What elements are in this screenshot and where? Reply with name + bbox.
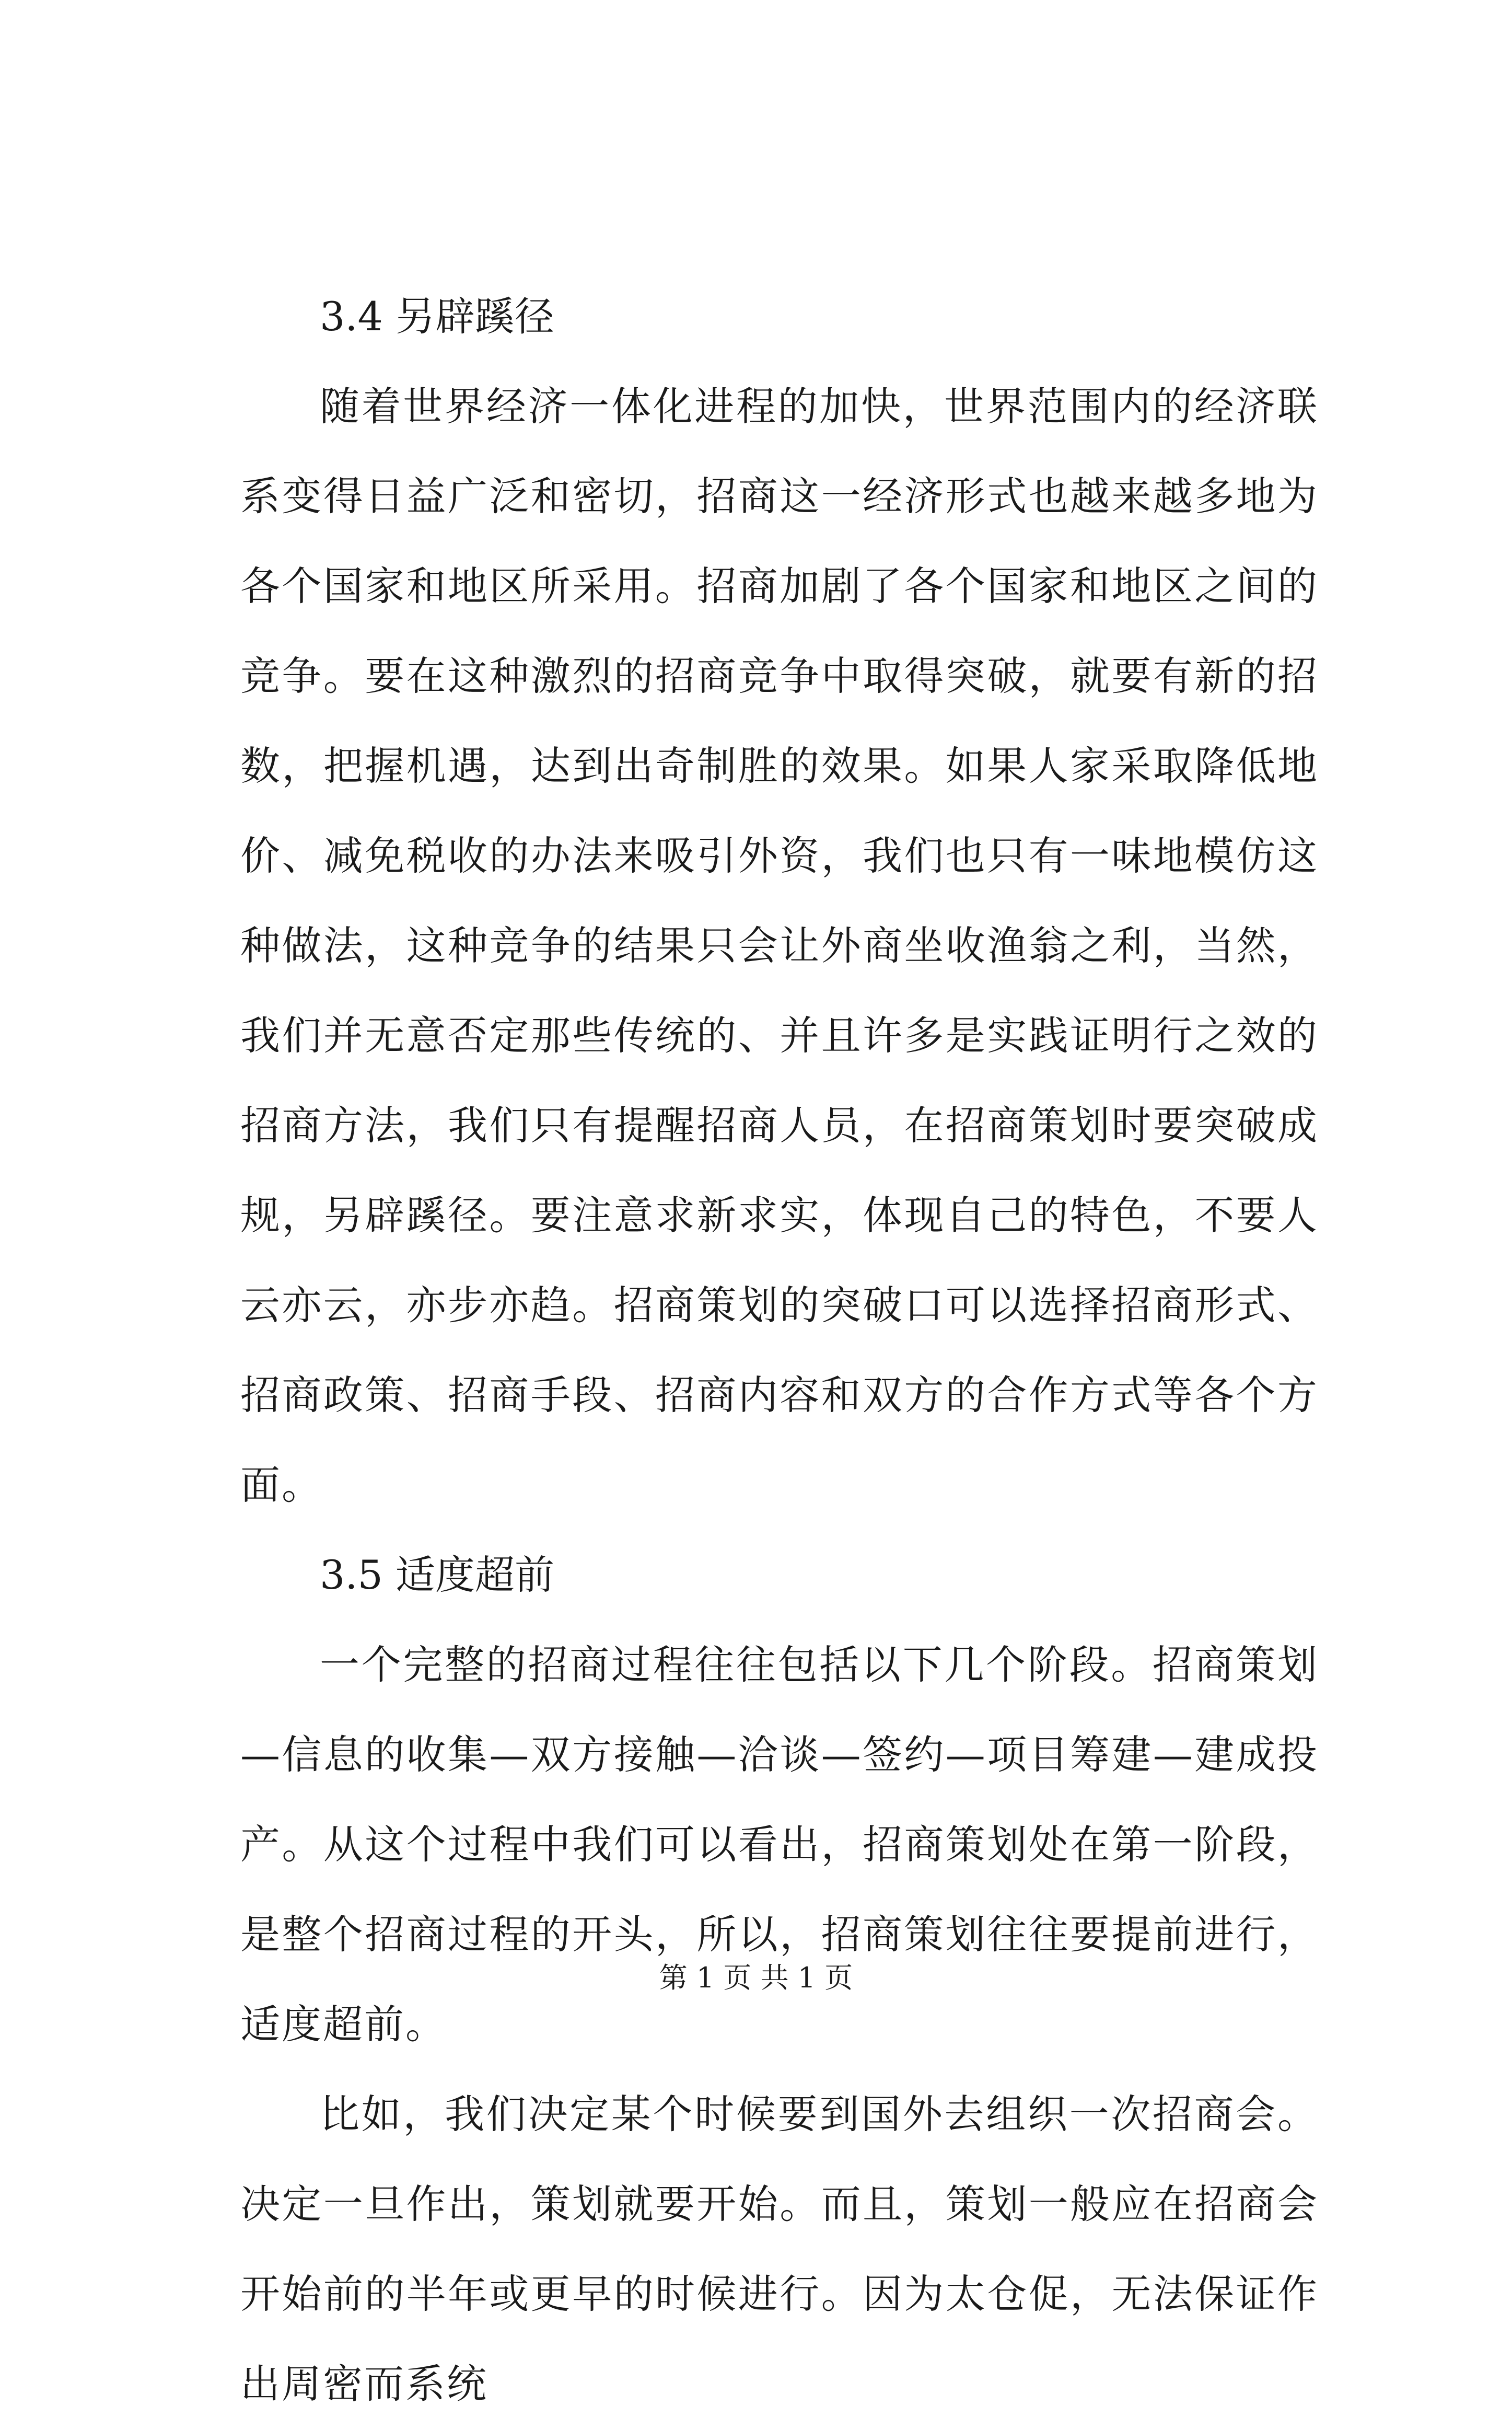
page-footer: 第 1 页 共 1 页 [659,1961,853,1994]
section-3-5-paragraph-2: 比如，我们决定某个时候要到国外去组织一次招商会。决定一旦作出，策划就要开始。而且，策划一般应在招商会开始前的半年或更早的时候进行。因为太仓促，无法保证作出周密而系统 [240,2091,1319,2407]
section-heading-3-5: 3.5 适度超前 [320,1552,555,1598]
section-3-5-paragraph-1: 一个完整的招商过程往往包括以下几个阶段。招商策划—信息的收集—双方接触—洽谈—签约—项目筹建—建成投产。从这个过程中我们可以看出，招商策划处在第一阶段，是整个招商过程的开头，所以，招商策划往往要提前进行，适度超前。 [240,1641,1319,2048]
document-body [240,272,1319,2429]
section-3-4-paragraph: 随着世界经济一体化进程的加快，世界范围内的经济联系变得日益广泛和密切，招商这一经济形式也越来越多地为各个国家和地区所采用。招商加剧了各个国家和地区之间的竞争。要在这种激烈的招商竞争中取得突破，就要有新的招数，把握机遇，达到出奇制胜的效果。如果人家采取降低地价、减免税收的办法来吸引外资，我们也只有一味地模仿这种做法，这种竞争的结果只会让外商坐收渔翁之利，当然，我们并无意否定那些传统的、并且许多是实践证明行之效的招商方法，我们只有提醒招商人员，在招商策划时要突破成规，另辟蹊径。要注意求新求实，体现自己的特色，不要人云亦云，亦步亦趋。招商策划的突破口可以选择招商形式、招商政策、招商手段、招商内容和双方的合作方式等各个方面。 [240,383,1319,1508]
section-heading-3-4: 3.4 另辟蹊径 [320,293,555,340]
